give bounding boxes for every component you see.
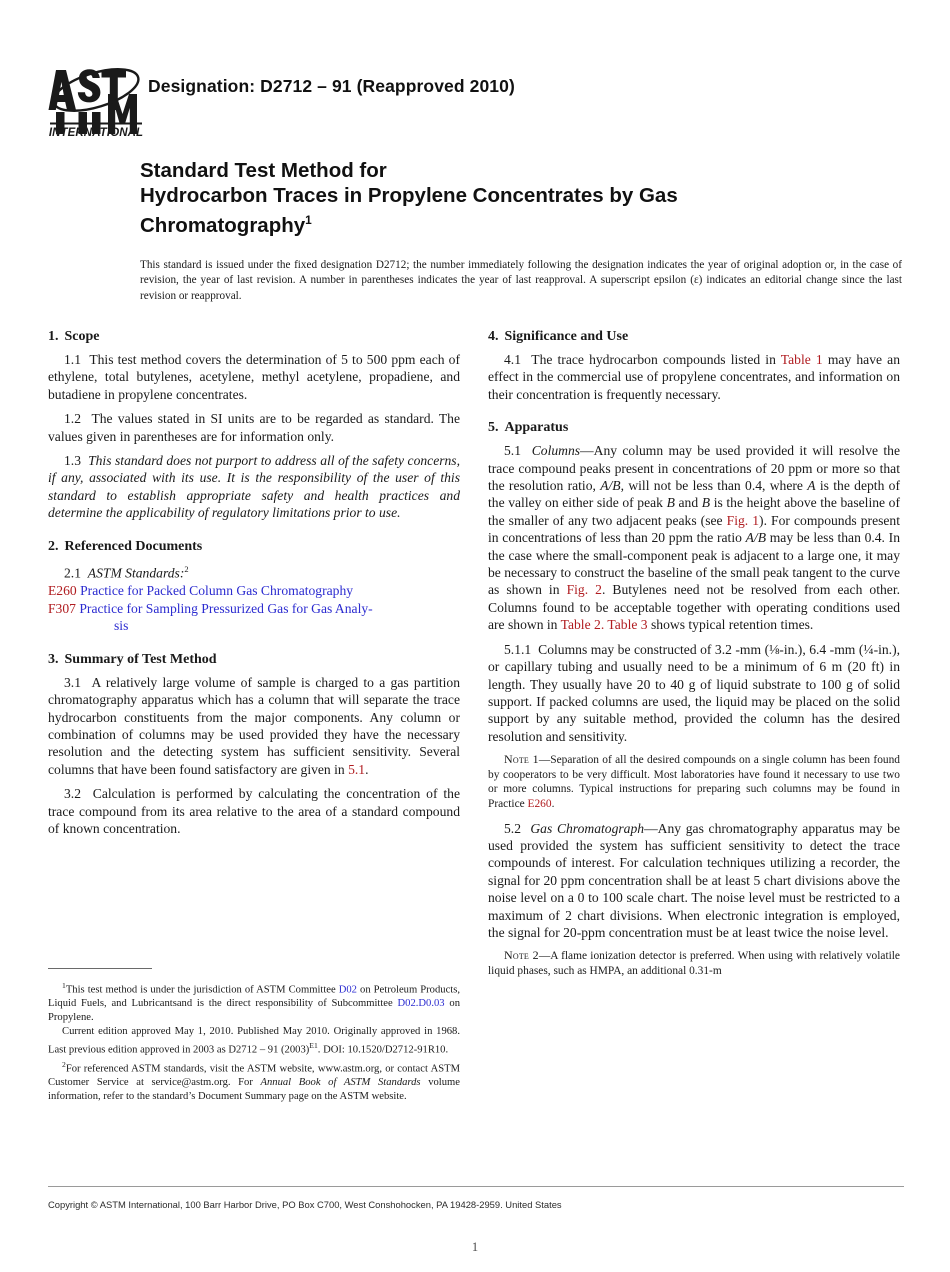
paragraph-number-3-1: 3.1 (64, 674, 81, 690)
section-title-5: Apparatus (504, 420, 569, 436)
paragraph-text-5-1h: . Butylenes need not be resolved from each other. Columns found to be acceptable together with operating conditions used are shown in (488, 582, 900, 633)
referenced-standards-list (48, 582, 460, 635)
paragraph-text-5-1-1: Columns may be constructed of 3.2 -mm (⅛-in.), 6.4 -mm (¼-in.), or capillary tubing and usually need to be a minimum of 6 m (20 ft) in length. They usually have 20 to 40 g of liquid substrate to 100 g of solid support. If packed columns are used, the liquid may be placed on the solid support by any suitable method, provided the column has the desired resolution and sensitivity. (488, 641, 900, 744)
paragraph-text-5-1a: —Any column may be used provided it will resolve the trace compound peaks present in concentrations of 20 ppm or more so that the resolution ratio, (488, 443, 901, 494)
footnote-1-text-c: on Propylene. (48, 998, 460, 1023)
standard-title-f307[interactable]: Practice for Sampling Pressurized Gas for Gas Analy- (79, 601, 373, 616)
note-1-label: Note 1 (504, 752, 539, 767)
standard-designation-e260[interactable]: E260 (48, 582, 77, 598)
footnote-1-edition-superscript: E1 (309, 1040, 318, 1050)
standard-issued-note: This standard is issued under the fixed designation D2712; the number immediately following the designation indicates the year of original adoption or, in the case of revision, the year of last revision. A number in parentheses indicates the year of last reapproval. A superscript epsilon (ε) indicates an editorial change since the last revision or reapproval. (140, 259, 902, 302)
paragraph-number-5-2: 5.2 (504, 820, 521, 836)
cross-reference-table-3[interactable]: Table 3 (607, 617, 648, 633)
paragraph-4-1 (488, 351, 900, 403)
section-heading-summary (48, 651, 460, 669)
paragraph-text-5-1d: and (674, 495, 702, 511)
section-number-4: 4. (488, 329, 499, 344)
footnote-2-marker: 2 (62, 1060, 66, 1070)
cross-reference-table-1[interactable]: Table 1 (780, 352, 823, 367)
note-2-text: —A flame ionization detector is preferred. When using with relatively volatile liquid phases, such as HMPA, an additional 0.31-m (488, 950, 900, 977)
footnote-2-text-b: volume information, refer to the standard’s Document Summary page on the ASTM website. (48, 1077, 460, 1102)
section-title-3: Summary of Test Method (64, 651, 217, 667)
paragraph-3-1 (48, 674, 460, 778)
standard-title-f307-continuation[interactable]: sis (114, 618, 129, 634)
paragraph-text-5-2: —Any gas chromatography apparatus may be used provided the system has sufficient sensitivity to detect the trace compounds of interest. For calculation techniques utilizing a recorder, the signal for 20 ppm concentration shall be at least 5 chart divisions above the noise level on a 0 to 100 scale chart. The noise level must be restricted to a maximum of 2 chart divisions. When electronic integration is employed, the signal for 20-ppm concentration must be at least twice the noise level. (488, 820, 900, 940)
paragraph-text-3-1a: A relatively large volume of sample is charged to a gas partition chromatography apparatus which has a column that will separate the trace hydrocarbon constituents from the major components. Any column or combination of columns may be used provided they have the necessary resolution and the detecting system has sufficient sensitivity. Several columns that have been found satisfactory are given in (48, 674, 460, 777)
footnote-1-marker: 1 (62, 981, 66, 990)
paragraph-text-4-1a: The trace hydrocarbon compounds listed in (531, 352, 781, 367)
paragraph-5-1-1 (488, 641, 900, 745)
standard-title (140, 158, 900, 238)
section-heading-significance (488, 328, 900, 346)
paragraph-text-1-1: This test method covers the determination of 5 to 500 ppm each of ethylene, total butylenes, acetylene, methyl acetylene, propadiene, and butadiene in propylene concentrates. (48, 352, 461, 402)
paragraph-text-1-3: This standard does not purport to address all of the safety concerns, if any, associated with its use. It is the responsibility of the user of this standard to establish appropriate safety and health practices and determine the applicability of regulatory limitations prior to use. (48, 453, 460, 521)
subsection-2-1 (48, 561, 460, 582)
paragraph-1-1 (48, 351, 460, 403)
paragraph-text-5-1j: shows typical retention times. (647, 617, 814, 633)
section-number-2: 2. (48, 538, 59, 554)
footnote-1-text-b: on Petroleum Products, Liquid Fuels, and Lubricantsand is the direct responsibility of Subcommittee (48, 984, 460, 1010)
cross-reference-table-2[interactable]: Table 2 (560, 617, 601, 633)
section-number-5: 5. (488, 420, 499, 436)
paragraph-number-5-1-1: 5.1.1 (504, 641, 532, 657)
paragraph-5-1 (488, 442, 900, 633)
paragraph-3-2 (48, 785, 460, 837)
section-heading-scope (48, 328, 460, 346)
paragraph-text-5-1i: . (600, 617, 608, 633)
title-footnote-marker: 1 (305, 213, 312, 227)
astm-logo (48, 62, 144, 140)
paragraph-number-3-2: 3.2 (64, 786, 81, 802)
section-number-3: 3. (48, 651, 59, 667)
section-title-1: Scope (64, 329, 100, 344)
astm-standards-label: ASTM Standards: (87, 565, 185, 581)
note-2-label: Note 2 (504, 948, 539, 963)
list-item[interactable] (48, 582, 460, 599)
paragraph-text-5-1f: ). For compounds present in concentrations of less than 20 ppm the ratio (488, 512, 900, 546)
paragraph-number-4-1: 4.1 (504, 352, 521, 367)
title-line-3-text: Chromatography (140, 213, 306, 237)
columns-term: Columns (531, 443, 581, 459)
annual-book-title: Annual Book of ASTM Standards (260, 1077, 421, 1089)
title-line-1: Standard Test Method for (140, 159, 387, 182)
footnote-1-edition-text: Current edition approved May 1, 2010. Published May 2010. Originally approved in 1968. Last previous edition approved in 2003 as D2712 – 91 (2003) (48, 1026, 460, 1056)
committee-link-d02[interactable]: D02 (338, 984, 357, 996)
paragraph-1-2 (48, 410, 460, 445)
footnote-separator-rule (48, 968, 152, 969)
title-line-3 (140, 208, 900, 238)
left-column (48, 328, 460, 844)
symbol-b-2: B (701, 495, 711, 511)
footnote-2 (48, 1058, 460, 1103)
paragraph-text-4-1b: may have an effect in the commercial use of propylene concentrates, and information on their concentration is frequently necessary. (488, 352, 900, 402)
svg-text:INTERNATIONAL: INTERNATIONAL (48, 127, 144, 139)
footnote-1-edition (48, 1025, 460, 1057)
paragraph-text-3-2: Calculation is performed by calculating the concentration of the trace compound from its area relative to the area of a standard compound of known concentration. (48, 786, 460, 837)
ratio-ab-1: A/B (600, 478, 621, 494)
cross-reference-e260[interactable]: E260 (527, 797, 552, 810)
paragraph-text-5-1g: may be less than 0.4. In the case where the small-component peak is adjacent to a large one, it may be necessary to construct the baseline of the small peak tangent to the curve as shown in (488, 530, 900, 598)
paragraph-text-5-1c: is the depth of the valley on either side of peak (488, 478, 901, 511)
note-1-text-a: —Separation of all the desired compounds on a single column has been found by cooperators to be very difficult. Most laboratories have found it necessary to use two or more columns. Typical instructions for preparing such columns may be found in Practice (488, 754, 901, 810)
page-number: 1 (471, 1240, 479, 1254)
symbol-b-1: B (666, 495, 675, 511)
section-number-1: 1. (48, 329, 59, 344)
paragraph-5-2 (488, 820, 900, 942)
footnote-1-edition-end: . DOI: 10.1520/D2712-91R10. (317, 1044, 449, 1056)
paragraph-text-5-1b: , will not be less than 0.4, where (620, 478, 808, 494)
paragraph-number-1-1: 1.1 (64, 352, 81, 367)
right-column (488, 328, 900, 987)
section-title-2: Referenced Documents (64, 538, 203, 554)
paragraph-text-1-2: The values stated in SI units are to be regarded as standard. The values given in parentheses are for information only. (48, 411, 461, 444)
designation-title: Designation: D2712 – 91 (Reapproved 2010) (148, 76, 515, 96)
note-1 (488, 752, 900, 811)
section-title-4: Significance and Use (504, 329, 629, 344)
standard-designation-f307[interactable]: F307 (48, 601, 76, 616)
ratio-ab-2: A/B (745, 530, 766, 546)
section-heading-apparatus (488, 419, 900, 437)
cross-reference-5-1[interactable]: 5.1 (348, 761, 366, 777)
paragraph-text-3-1b: . (365, 761, 369, 777)
symbol-a: A (807, 478, 816, 494)
footnote-block (48, 968, 460, 1104)
gas-chromatograph-term: Gas Chromatograph (530, 820, 645, 836)
paragraph-number-5-1: 5.1 (504, 443, 521, 459)
section-heading-referenced-documents (48, 538, 460, 556)
astm-standards-footnote-marker: 2 (184, 563, 189, 574)
list-item[interactable] (48, 600, 460, 635)
paragraph-text-5-1e: is the height above the baseline of the smaller of any two adjacent peaks (see (488, 495, 900, 528)
footnote-1-text-a: This test method is under the jurisdiction of ASTM Committee (65, 984, 339, 996)
paragraph-1-3 (48, 452, 460, 522)
paragraph-number-1-3: 1.3 (64, 453, 81, 469)
footer-separator-rule (48, 1186, 904, 1187)
cross-reference-fig-2[interactable]: Fig. 2 (566, 582, 602, 598)
copyright-notice: Copyright © ASTM International, 100 Barr Harbor Drive, PO Box C700, West Conshohocken, PA 19428-2959. United States (48, 1199, 562, 1210)
note-2 (488, 948, 900, 978)
paragraph-number-1-2: 1.2 (64, 411, 81, 427)
cross-reference-fig-1[interactable]: Fig. 1 (726, 512, 760, 528)
standard-title-e260[interactable]: Practice for Packed Column Gas Chromatography (80, 582, 354, 598)
subcommittee-link-d02-d0-03[interactable]: D02.D0.03 (397, 998, 445, 1010)
title-line-2: Hydrocarbon Traces in Propylene Concentrates by Gas (140, 184, 678, 207)
paragraph-number-2-1: 2.1 (64, 565, 81, 581)
note-1-text-b: . (551, 797, 555, 810)
footnote-2-text-a: For referenced ASTM standards, visit the ASTM website, www.astm.org, or contact ASTM Customer Service at service@astm.org. For (48, 1063, 460, 1089)
masthead (48, 62, 908, 146)
footnote-1 (48, 979, 460, 1024)
